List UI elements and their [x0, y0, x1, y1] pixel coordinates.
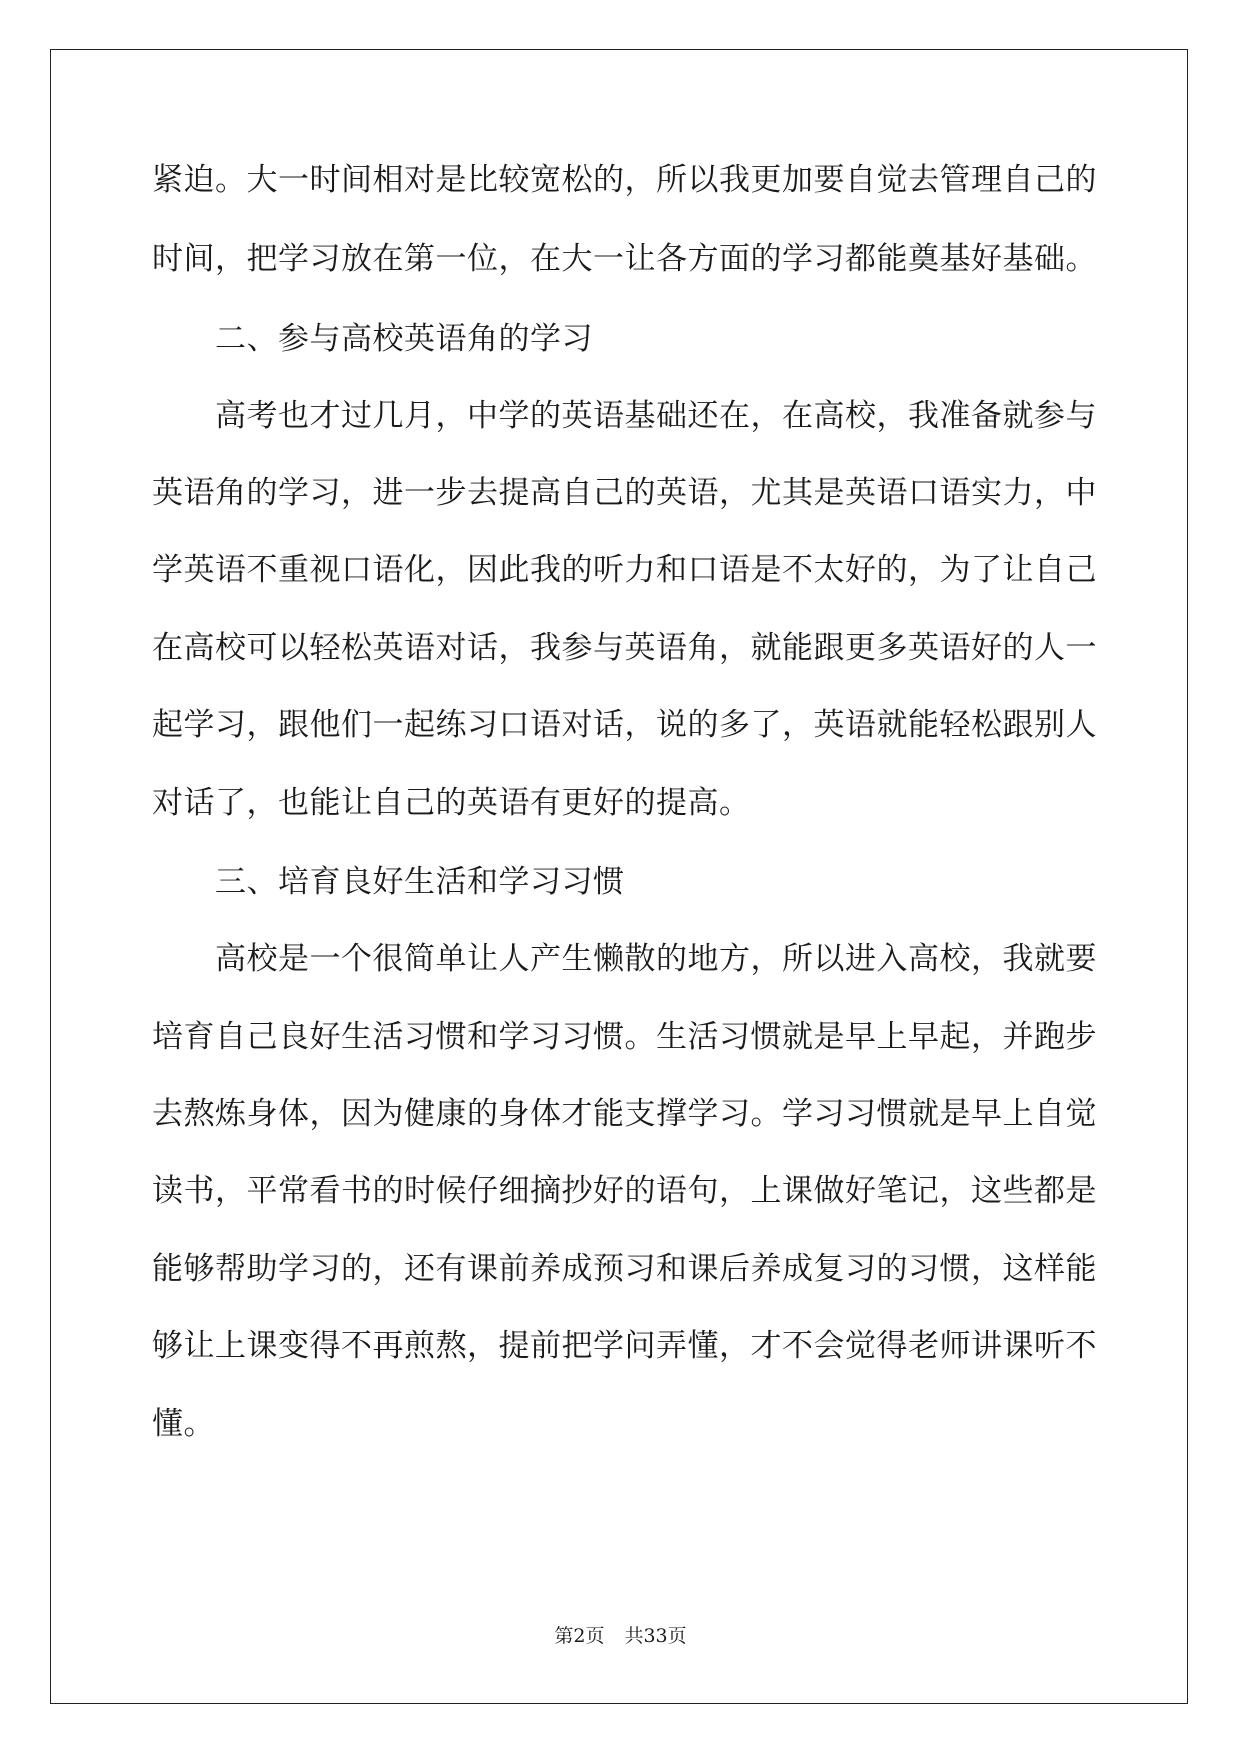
page-total: 共33页: [624, 1625, 687, 1647]
text-line: 高考也才过几月，中学的英语基础还在，在高校，我准备就参与: [215, 398, 1097, 434]
text-line: 起学习，跟他们一起练习口语对话，说的多了，英语就能轻松跟别人: [152, 707, 1097, 743]
text-line: 够让上课变得不再煎熬，提前把学问弄懂，才不会觉得老师讲课听不: [152, 1328, 1097, 1364]
text-line: 培育自己良好生活习惯和学习习惯。生活习惯就是早上早起，并跑步: [152, 1019, 1097, 1055]
text-line: 高校是一个很简单让人产生懒散的地方，所以进入高校，我就要: [215, 941, 1097, 977]
text-line: 能够帮助学习的，还有课前养成预习和课后养成复习的习惯，这样能: [152, 1251, 1097, 1287]
text-line: 时间，把学习放在第一位，在大一让各方面的学习都能奠基好基础。: [152, 241, 1097, 277]
text-line: 去熬炼身体，因为健康的身体才能支撑学习。学习习惯就是早上自觉: [152, 1096, 1097, 1132]
section-heading: 三、培育良好生活和学习习惯: [215, 864, 625, 900]
text-line: 英语角的学习，进一步去提高自己的英语，尤其是英语口语实力，中: [152, 475, 1097, 511]
page-number: 第2页: [554, 1625, 605, 1647]
text-line: 学英语不重视口语化，因此我的听力和口语是不太好的，为了让自己: [152, 552, 1097, 588]
text-line: 在高校可以轻松英语对话，我参与英语角，就能跟更多英语好的人一: [152, 630, 1097, 666]
page-footer: [0, 1624, 1241, 1648]
text-line: 对话了，也能让自己的英语有更好的提高。: [152, 785, 751, 821]
text-line: 读书，平常看书的时候仔细摘抄好的语句，上课做好笔记，这些都是: [152, 1173, 1097, 1209]
text-line: 懂。: [152, 1406, 215, 1442]
text-line: 紧迫。大一时间相对是比较宽松的，所以我更加要自觉去管理自己的: [152, 162, 1097, 198]
section-heading: 二、参与高校英语角的学习: [215, 321, 593, 357]
